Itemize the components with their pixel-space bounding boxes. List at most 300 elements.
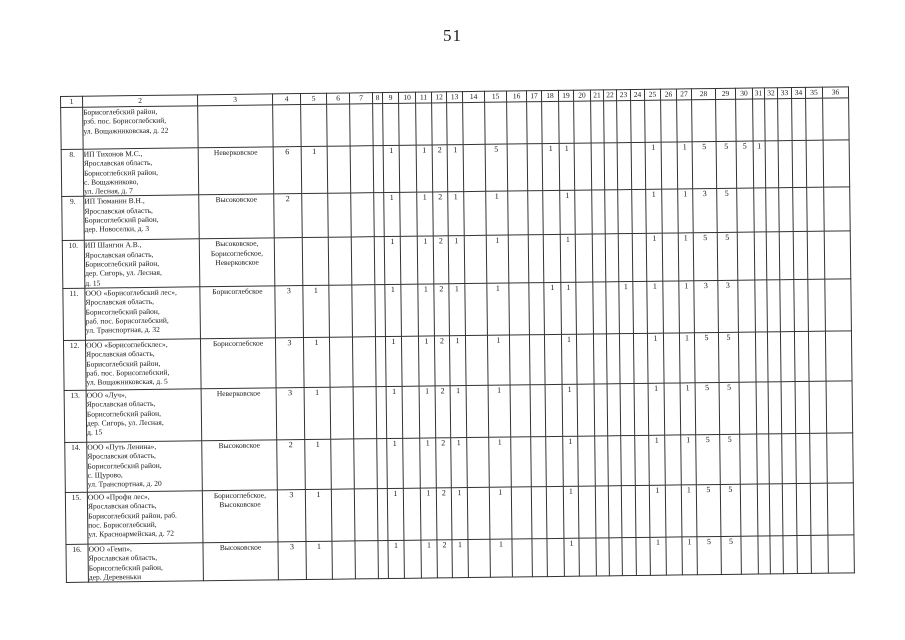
value-cell: [782, 434, 797, 484]
value-cell: 1: [451, 488, 468, 540]
value-cell: 1: [678, 189, 694, 233]
value-cell: 5: [695, 382, 720, 434]
value-cell: [823, 140, 850, 188]
value-cell: 1: [385, 284, 402, 336]
value-cell: [301, 104, 328, 146]
value-cell: [378, 540, 388, 578]
column-header: 15: [484, 91, 506, 102]
value-cell: [508, 191, 529, 235]
value-cell: 1: [486, 236, 509, 284]
value-cell: [465, 335, 488, 385]
value-cell: 5: [721, 536, 741, 574]
value-cell: [595, 436, 609, 486]
value-cell: [377, 439, 388, 489]
district-cell: [198, 105, 274, 148]
value-cell: [350, 104, 374, 146]
value-cell: [621, 435, 636, 485]
row-number-cell: [61, 107, 84, 149]
column-header: 9: [382, 92, 398, 103]
value-cell: [794, 279, 809, 331]
value-cell: [330, 387, 354, 439]
value-cell: [797, 535, 811, 573]
value-cell: 2: [433, 236, 449, 284]
district-cell: Неверковское: [201, 388, 277, 441]
value-cell: [463, 102, 486, 144]
value-cell: [400, 237, 418, 285]
value-cell: [327, 146, 351, 194]
value-cell: 1: [678, 233, 694, 281]
value-cell: [809, 381, 827, 433]
value-cell: [607, 384, 621, 436]
value-cell: [769, 484, 783, 536]
value-cell: [329, 337, 353, 387]
column-header: 27: [676, 89, 691, 100]
value-cell: 1: [449, 284, 466, 336]
name-address-cell: ООО «Путь Ленина», Ярославская область, Борисоглебский район, с. Щурово, ул. Транспортная, д. 20: [87, 441, 203, 492]
column-header: 17: [526, 91, 541, 102]
value-cell: 1: [681, 485, 697, 537]
value-cell: [507, 144, 528, 192]
value-cell: 1: [677, 142, 693, 190]
value-cell: [578, 486, 596, 538]
value-cell: [399, 145, 417, 193]
value-cell: 1: [489, 437, 512, 487]
column-header: 28: [691, 88, 715, 99]
value-cell: 1: [451, 438, 468, 488]
value-cell: [779, 232, 794, 280]
value-cell: [664, 383, 681, 435]
table-row: [63, 279, 852, 341]
name-address-cell: Борисоглебский район, рзб. пос. Борисоглебский, ул. Вощажниковская, д. 22: [83, 106, 199, 149]
value-cell: [765, 99, 779, 141]
value-cell: [606, 334, 620, 384]
value-cell: 2: [432, 145, 448, 193]
value-cell: 3: [275, 338, 304, 388]
value-cell: 3: [718, 280, 739, 332]
value-cell: 1: [681, 435, 697, 485]
value-cell: 5: [697, 536, 721, 574]
value-cell: [383, 103, 400, 145]
value-cell: [575, 234, 593, 282]
value-cell: [543, 235, 561, 283]
column-header: 19: [558, 90, 573, 101]
value-cell: [823, 98, 850, 140]
value-cell: 1: [649, 485, 666, 537]
value-cell: [353, 387, 377, 439]
value-cell: [432, 103, 448, 145]
value-cell: 5: [736, 141, 754, 189]
value-cell: [530, 385, 546, 437]
row-number-cell: 16.: [66, 544, 88, 582]
value-cell: 1: [306, 541, 332, 580]
value-cell: 1: [563, 436, 579, 486]
name-address-cell: ИП Шангин А.В., Ярославская область, Борисоглебский район, дер. Сигорь, ул. Лесная, д. 15: [84, 239, 200, 288]
value-cell: [403, 488, 421, 540]
column-header: 16: [506, 91, 526, 102]
value-cell: [559, 101, 575, 143]
value-cell: 1: [418, 336, 435, 386]
value-cell: [376, 387, 387, 439]
column-header: 18: [541, 90, 558, 101]
value-cell: [507, 102, 528, 144]
column-header: 33: [777, 88, 791, 99]
value-cell: [645, 100, 662, 142]
value-cell: 1: [645, 142, 662, 190]
value-cell: [609, 538, 622, 576]
value-cell: 1: [488, 385, 511, 437]
value-cell: [463, 144, 486, 192]
value-cell: 1: [679, 333, 695, 383]
value-cell: 1: [682, 537, 697, 575]
value-cell: [794, 331, 809, 381]
value-cell: 5: [716, 141, 737, 189]
value-cell: [677, 100, 693, 142]
value-cell: [757, 484, 770, 536]
value-cell: [741, 536, 758, 574]
value-cell: 1: [385, 336, 402, 386]
value-cell: [466, 385, 489, 437]
value-cell: [806, 140, 824, 188]
value-cell: [635, 435, 650, 485]
value-cell: 1: [447, 145, 464, 193]
value-cell: [740, 484, 758, 536]
value-cell: [331, 439, 355, 489]
value-cell: [273, 105, 302, 147]
value-cell: [328, 237, 352, 285]
value-cell: [635, 485, 650, 537]
value-cell: 2: [433, 192, 449, 236]
value-cell: [511, 487, 532, 539]
name-address-cell: ООО «Луч», Ярославская область, Борисоглебский район, дер. Сигорь, ул. Лесная, д. 15: [86, 389, 202, 442]
value-cell: 1: [563, 486, 579, 538]
column-header: 8: [372, 93, 382, 104]
value-cell: [332, 541, 355, 579]
value-cell: [403, 438, 421, 488]
value-cell: [608, 436, 622, 486]
value-cell: 1: [448, 236, 465, 284]
value-cell: 1: [448, 192, 465, 236]
value-cell: 1: [387, 438, 404, 488]
value-cell: 1: [304, 387, 331, 439]
value-cell: [546, 436, 564, 486]
value-cell: [509, 283, 530, 335]
row-number-cell: 13.: [64, 390, 87, 442]
value-cell: [400, 193, 418, 237]
value-cell: 1: [562, 384, 578, 436]
value-cell: 2: [435, 386, 451, 438]
value-cell: [810, 483, 828, 535]
column-header: 12: [431, 92, 446, 103]
name-address-cell: ООО «Профи лес», Ярославская область, Борисоглебский район, раб. пос. Борисоглебский, ул. Красноармейская, д. 72: [87, 491, 203, 544]
value-cell: [274, 238, 303, 286]
row-number-cell: 14.: [65, 442, 88, 492]
column-header: 2: [83, 95, 198, 107]
value-cell: [468, 539, 490, 577]
value-cell: 1: [303, 337, 330, 387]
name-address-cell: ООО «Гемп», Ярославская область, Борисоглебский район, дер. Деревеньки: [88, 543, 203, 583]
value-cell: [329, 285, 353, 337]
value-cell: [754, 232, 767, 280]
column-header: 21: [590, 90, 603, 101]
value-cell: [632, 190, 647, 234]
value-cell: [633, 281, 648, 333]
name-address-cell: ИП Тюманин В.Н., Ярославская область, Борисоглебский район, дер. Новоселки, д. 3: [84, 195, 200, 240]
value-cell: [531, 487, 547, 539]
value-cell: [768, 382, 782, 434]
value-cell: [355, 541, 378, 579]
value-cell: 1: [646, 234, 663, 282]
value-cell: [618, 234, 633, 282]
value-cell: [738, 332, 756, 382]
value-cell: 3: [275, 286, 304, 338]
column-header: 10: [398, 92, 415, 103]
value-cell: 1: [646, 190, 663, 234]
value-cell: [631, 100, 646, 142]
value-cell: [806, 98, 824, 140]
document-table: [60, 86, 854, 590]
value-cell: 3: [694, 280, 719, 332]
value-cell: [578, 436, 596, 486]
value-cell: [354, 439, 378, 489]
value-cell: 1: [647, 281, 664, 333]
value-cell: [661, 142, 678, 190]
value-cell: 1: [388, 540, 404, 578]
value-cell: 3: [276, 388, 305, 440]
column-header: 36: [822, 87, 848, 98]
value-cell: [592, 190, 606, 234]
row-number-cell: 9.: [62, 197, 85, 241]
value-cell: 5: [719, 382, 740, 434]
value-cell: 3: [693, 189, 718, 233]
value-cell: [765, 141, 779, 189]
column-header: 3: [197, 94, 272, 106]
value-cell: [508, 235, 529, 283]
value-cell: [374, 193, 385, 237]
value-cell: 1: [303, 285, 330, 337]
value-cell: [605, 234, 619, 282]
name-address-cell: ИП Тихонов М.С., Ярославская область, Борисоглебский район, с. Вощажниково, ул. Лесная, д. 7: [83, 148, 199, 197]
table-row: [64, 381, 853, 443]
value-cell: [825, 331, 852, 381]
value-cell: 1: [680, 383, 696, 435]
value-cell: [636, 537, 650, 575]
value-cell: 1: [489, 487, 512, 539]
value-cell: [399, 103, 417, 145]
value-cell: 1: [560, 235, 576, 283]
district-cell: Высоковское, Борисоглебское, Неверковское: [199, 238, 275, 286]
value-cell: [527, 102, 543, 144]
value-cell: [782, 484, 797, 536]
value-cell: [373, 104, 384, 146]
value-cell: 5: [717, 189, 738, 233]
value-cell: 5: [693, 233, 718, 281]
value-cell: [778, 141, 793, 189]
value-cell: [464, 236, 487, 284]
value-cell: [736, 99, 754, 141]
value-cell: [617, 101, 632, 143]
value-cell: [827, 433, 854, 483]
value-cell: 2: [277, 440, 306, 490]
value-cell: [596, 538, 609, 576]
value-cell: [826, 381, 853, 433]
value-cell: 1: [384, 237, 401, 285]
value-cell: [574, 101, 592, 143]
value-cell: [666, 537, 682, 575]
value-cell: [758, 536, 770, 574]
value-cell: 5: [485, 144, 508, 192]
column-header: 25: [644, 89, 660, 100]
column-header: 35: [805, 87, 822, 98]
value-cell: [604, 101, 618, 143]
district-cell: Борисоглебское: [200, 286, 276, 339]
row-number-cell: 15.: [65, 492, 88, 544]
value-cell: [779, 188, 794, 232]
value-cell: [605, 190, 619, 234]
value-cell: [766, 232, 780, 280]
value-cell: [633, 333, 648, 383]
value-cell: [825, 279, 852, 331]
value-cell: [354, 489, 378, 541]
value-cell: [510, 385, 531, 437]
value-cell: [591, 143, 605, 191]
value-cell: [577, 384, 595, 436]
value-cell: [595, 486, 609, 538]
value-cell: [824, 231, 851, 279]
value-cell: 1: [420, 438, 437, 488]
value-cell: [604, 143, 618, 191]
value-cell: 1: [305, 489, 332, 541]
value-cell: 1: [753, 141, 766, 189]
value-cell: [377, 488, 388, 540]
value-cell: [401, 336, 419, 386]
value-cell: [467, 437, 490, 487]
value-cell: [781, 382, 796, 434]
value-cell: 2: [436, 438, 452, 488]
value-cell: [528, 235, 544, 283]
value-cell: [766, 188, 780, 232]
value-cell: [737, 189, 755, 233]
value-cell: 3: [278, 541, 306, 580]
value-cell: [755, 280, 768, 332]
value-cell: [328, 193, 352, 237]
value-cell: 1: [449, 336, 466, 386]
value-cell: [808, 279, 826, 331]
value-cell: [467, 487, 490, 539]
column-header: 26: [660, 89, 676, 100]
value-cell: 6: [273, 147, 302, 195]
value-cell: [665, 485, 682, 537]
value-cell: [509, 335, 530, 385]
value-cell: [464, 192, 487, 236]
value-cell: [795, 381, 810, 433]
district-cell: Высоковское: [203, 542, 278, 581]
value-cell: 1: [486, 192, 509, 236]
table-row: [65, 483, 854, 545]
column-header: 13: [446, 92, 462, 103]
value-cell: [606, 282, 620, 334]
value-cell: [527, 144, 543, 192]
value-cell: [465, 283, 488, 335]
value-cell: [767, 280, 781, 332]
name-address-cell: ООО «Борисоглебский лес», Ярославская область, Борисоглебский район, раб. пос. Борисоглебский, ул. Транспортная, д. 32: [85, 287, 201, 340]
value-cell: [302, 194, 329, 238]
value-cell: 1: [679, 281, 695, 333]
value-cell: [769, 434, 783, 484]
value-cell: [622, 537, 636, 575]
value-cell: [792, 98, 807, 140]
value-cell: [416, 103, 433, 145]
value-cell: 2: [437, 540, 452, 578]
value-cell: 1: [650, 537, 666, 575]
value-cell: [662, 233, 679, 281]
value-cell: 1: [420, 488, 437, 540]
value-cell: [661, 100, 678, 142]
value-cell: [352, 285, 376, 337]
value-cell: 1: [418, 284, 435, 336]
value-cell: [780, 332, 795, 382]
value-cell: [692, 99, 717, 141]
column-header: 4: [272, 94, 300, 105]
column-header: 7: [349, 93, 372, 104]
value-cell: [754, 188, 767, 232]
value-cell: [302, 238, 329, 286]
column-header: 30: [735, 88, 752, 99]
value-cell: [576, 282, 594, 334]
value-cell: 5: [720, 484, 741, 536]
value-cell: [529, 335, 545, 385]
column-header: 31: [752, 88, 764, 99]
value-cell: [621, 485, 636, 537]
column-header: 5: [300, 93, 326, 104]
value-cell: 1: [487, 335, 510, 385]
row-number-cell: 12.: [63, 340, 86, 390]
column-header: 11: [415, 92, 431, 103]
district-cell: Борисоглебское: [200, 338, 276, 389]
value-cell: [593, 334, 607, 384]
value-cell: [824, 187, 851, 231]
value-cell: [632, 234, 647, 282]
value-cell: [756, 382, 769, 434]
value-cell: [807, 232, 825, 280]
value-cell: [543, 191, 561, 235]
value-cell: 2: [436, 488, 452, 540]
district-cell: Высоковское: [202, 440, 278, 491]
value-cell: [737, 233, 755, 281]
value-cell: 5: [720, 434, 741, 484]
value-cell: [619, 333, 634, 383]
column-header: 29: [715, 88, 735, 99]
value-cell: 5: [696, 484, 721, 536]
value-cell: [512, 539, 532, 577]
value-cell: [662, 189, 679, 233]
value-cell: [544, 334, 562, 384]
value-cell: [738, 280, 756, 332]
value-cell: [529, 283, 545, 335]
value-cell: [778, 99, 793, 141]
value-cell: [767, 332, 781, 382]
value-cell: [404, 540, 421, 578]
value-cell: [783, 535, 797, 573]
value-cell: [401, 284, 419, 336]
value-cell: 1: [648, 383, 665, 435]
column-header: 1: [61, 96, 83, 107]
value-cell: [665, 435, 682, 485]
value-cell: 5: [718, 332, 739, 382]
value-cell: [663, 281, 680, 333]
value-cell: [827, 483, 854, 535]
value-cell: [608, 486, 622, 538]
value-cell: [594, 384, 608, 436]
